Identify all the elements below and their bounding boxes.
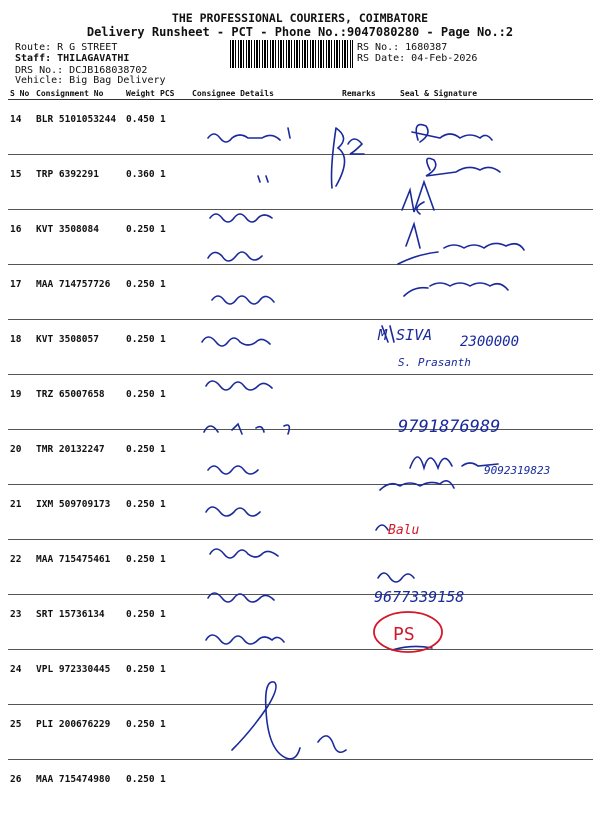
cell-signature [398, 760, 593, 814]
table-row [8, 375, 593, 430]
ps-stamp-text: PS [393, 624, 415, 645]
runsheet-table [8, 87, 593, 814]
rs-date: RS Date: 04-Feb-2026 [357, 53, 477, 64]
cell-pcs: 1 [158, 375, 190, 430]
cell-remarks [340, 375, 398, 430]
hw-name-balu: Balu [388, 523, 419, 538]
cell-signature [398, 430, 593, 485]
cell-remarks [340, 705, 398, 760]
company-title: THE PROFESSIONAL COURIERS, COIMBATORE [0, 11, 600, 25]
hw-phone-1: 2300000 [460, 334, 519, 350]
cell-weight: 0.250 [124, 210, 158, 265]
cell-pcs: 1 [158, 265, 190, 320]
cell-remarks [340, 485, 398, 540]
staff-label: Staff: THILAGAVATHI [15, 53, 129, 64]
table-row [8, 540, 593, 595]
cell-consignment: SRT 15736134 [34, 595, 124, 650]
hw-name-prasanth: S. Prasanth [398, 356, 471, 369]
cell-signature [398, 540, 593, 595]
table-row [8, 760, 593, 814]
hw-phone-3: 9092319823 [484, 464, 550, 477]
cell-pcs: 1 [158, 100, 190, 155]
cell-weight: 0.250 [124, 650, 158, 705]
table-row [8, 650, 593, 705]
cell-consignment: IXM 509709173 [34, 485, 124, 540]
col-pcs: PCS [158, 87, 190, 100]
table-row [8, 320, 593, 375]
cell-consignee [190, 265, 340, 320]
cell-weight: 0.250 [124, 760, 158, 814]
table-row [8, 430, 593, 485]
runsheet-subtitle: Delivery Runsheet - PCT - Phone No.:9047080280 - Page No.:2 [0, 25, 600, 39]
cell-sno: 19 [8, 375, 34, 430]
cell-sno: 21 [8, 485, 34, 540]
cell-consignee [190, 705, 340, 760]
cell-signature [398, 485, 593, 540]
cell-remarks [340, 595, 398, 650]
cell-consignment: KVT 3508084 [34, 210, 124, 265]
table-row [8, 100, 593, 155]
cell-pcs: 1 [158, 650, 190, 705]
cell-consignee [190, 100, 340, 155]
cell-sno: 16 [8, 210, 34, 265]
cell-remarks [340, 155, 398, 210]
cell-signature [398, 155, 593, 210]
cell-consignee [190, 210, 340, 265]
cell-consignee [190, 760, 340, 814]
cell-consignee [190, 485, 340, 540]
cell-pcs: 1 [158, 155, 190, 210]
cell-sno: 23 [8, 595, 34, 650]
cell-pcs: 1 [158, 595, 190, 650]
cell-consignment: MAA 715475461 [34, 540, 124, 595]
col-consignee: Consignee Details [190, 87, 340, 100]
cell-pcs: 1 [158, 760, 190, 814]
cell-sno: 15 [8, 155, 34, 210]
cell-pcs: 1 [158, 320, 190, 375]
col-consignment: Consignment No [34, 87, 124, 100]
cell-weight: 0.250 [124, 595, 158, 650]
cell-sno: 18 [8, 320, 34, 375]
barcode-image [230, 40, 353, 68]
rs-number: RS No.: 1680387 [357, 42, 447, 53]
cell-weight: 0.450 [124, 100, 158, 155]
cell-pcs: 1 [158, 210, 190, 265]
table-row [8, 595, 593, 650]
cell-remarks [340, 430, 398, 485]
cell-signature [398, 210, 593, 265]
cell-pcs: 1 [158, 485, 190, 540]
cell-consignee [190, 155, 340, 210]
cell-consignment: PLI 200676229 [34, 705, 124, 760]
cell-consignment: MAA 715474980 [34, 760, 124, 814]
cell-weight: 0.250 [124, 265, 158, 320]
cell-consignment: TRZ 65007658 [34, 375, 124, 430]
col-signature: Seal & Signature [398, 87, 593, 100]
table-row [8, 265, 593, 320]
table-row [8, 485, 593, 540]
cell-consignee [190, 650, 340, 705]
route-label: Route: R G STREET [15, 42, 117, 53]
cell-signature [398, 265, 593, 320]
cell-consignee [190, 595, 340, 650]
cell-remarks [340, 650, 398, 705]
cell-weight: 0.250 [124, 485, 158, 540]
cell-sno: 26 [8, 760, 34, 814]
cell-signature [398, 650, 593, 705]
drs-number: DRS No.: DCJB168038702 [15, 65, 147, 76]
vehicle-label: Vehicle: Big Bag Delivery [15, 75, 166, 86]
cell-weight: 0.360 [124, 155, 158, 210]
hw-phone-2: 9791876989 [398, 417, 500, 437]
cell-remarks [340, 210, 398, 265]
cell-consignee [190, 430, 340, 485]
cell-consignee [190, 320, 340, 375]
table-header-row [8, 87, 593, 100]
cell-consignee [190, 540, 340, 595]
cell-consignment: TMR 20132247 [34, 430, 124, 485]
cell-signature [398, 320, 593, 375]
cell-sno: 22 [8, 540, 34, 595]
table-row [8, 705, 593, 760]
cell-sno: 17 [8, 265, 34, 320]
cell-consignment: BLR 5101053244 [34, 100, 124, 155]
cell-weight: 0.250 [124, 320, 158, 375]
col-weight: Weight [124, 87, 158, 100]
cell-pcs: 1 [158, 705, 190, 760]
cell-weight: 0.250 [124, 375, 158, 430]
hw-name-siva: M SIVA [377, 326, 432, 344]
cell-weight: 0.250 [124, 430, 158, 485]
col-remarks: Remarks [340, 87, 398, 100]
cell-sno: 25 [8, 705, 34, 760]
cell-remarks [340, 760, 398, 814]
cell-signature [398, 705, 593, 760]
table-row [8, 155, 593, 210]
cell-remarks [340, 320, 398, 375]
cell-consignment: KVT 3508057 [34, 320, 124, 375]
cell-pcs: 1 [158, 540, 190, 595]
cell-signature [398, 100, 593, 155]
cell-consignment: TRP 6392291 [34, 155, 124, 210]
col-sno: S No [8, 87, 34, 100]
cell-consignment: MAA 714757726 [34, 265, 124, 320]
cell-consignee [190, 375, 340, 430]
cell-remarks [340, 265, 398, 320]
hw-phone-4: 9677339158 [374, 588, 464, 606]
cell-remarks [340, 100, 398, 155]
cell-weight: 0.250 [124, 705, 158, 760]
cell-weight: 0.250 [124, 540, 158, 595]
cell-sno: 20 [8, 430, 34, 485]
cell-sno: 14 [8, 100, 34, 155]
table-row [8, 210, 593, 265]
cell-signature [398, 595, 593, 650]
cell-signature [398, 375, 593, 430]
cell-remarks [340, 540, 398, 595]
cell-sno: 24 [8, 650, 34, 705]
cell-pcs: 1 [158, 430, 190, 485]
cell-consignment: VPL 972330445 [34, 650, 124, 705]
